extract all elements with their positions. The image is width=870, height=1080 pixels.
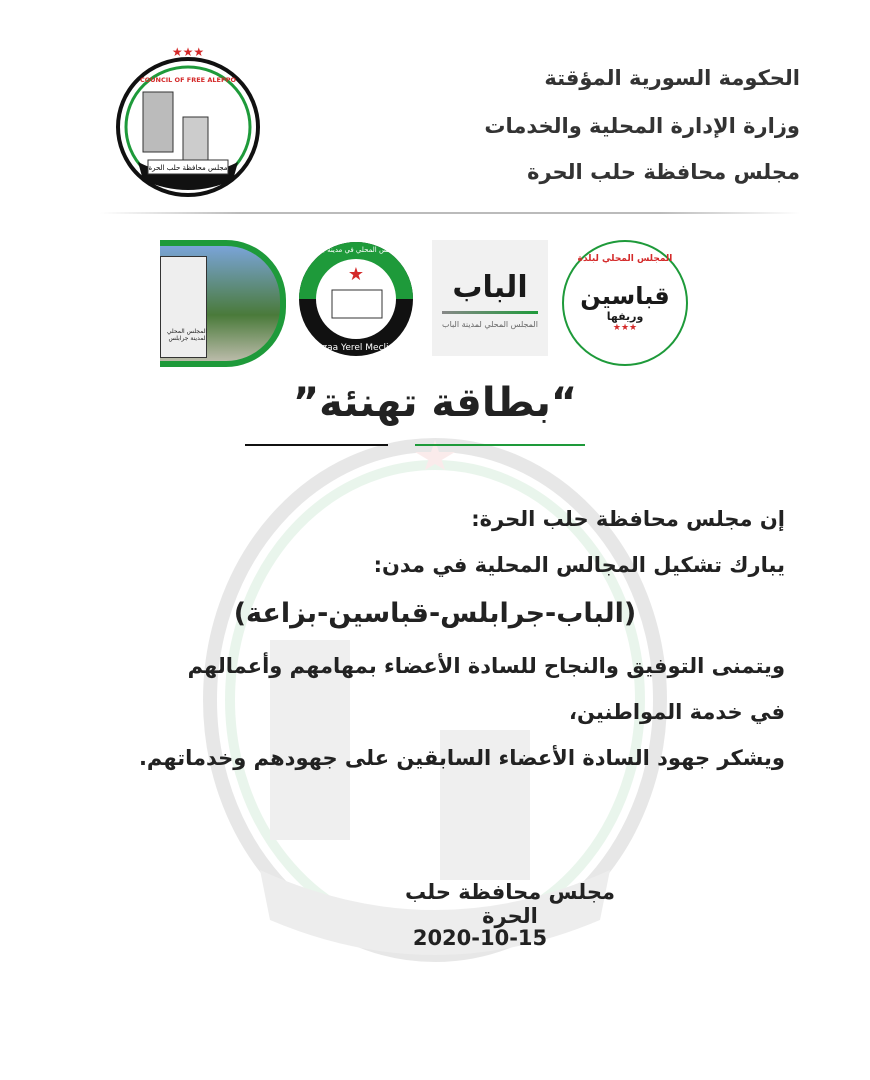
qabasin-name: قباسين: [580, 282, 670, 310]
body-blessing: يبارك تشكيل المجالس المحلية في مدن:: [373, 553, 785, 577]
signature-date: 2020-10-15: [412, 926, 548, 950]
header-divider: [100, 212, 800, 214]
title-underline-green: [415, 444, 585, 446]
bzaa-bottom-text: Bzaa Yerel Meclisi: [316, 343, 396, 353]
signature-name: مجلس محافظة حلب الحرة: [405, 880, 615, 928]
title-underline-black: [245, 444, 388, 446]
qabasin-top-text: المجلس المحلي لبلدة: [577, 254, 673, 264]
qabasin-sub: وريفها: [606, 310, 644, 323]
council-logo: [113, 42, 263, 197]
card-title: “بطاقة تهنئة”: [292, 380, 578, 426]
jarablus-logo: [160, 240, 286, 367]
jarablus-logo-text: المجلس المحلي لمدينة جرابلس: [166, 328, 208, 342]
svg-text:★: ★: [347, 264, 365, 285]
albab-logo-title: الباب: [452, 270, 528, 305]
qabasin-logo: المجلس المحلي لبلدة قباسين وريفها ★★★: [562, 240, 688, 366]
albab-logo: [432, 240, 548, 356]
body-cities: (الباب-جرابلس-قباسين-بزاعة): [233, 598, 637, 629]
header-council: مجلس محافظة حلب الحرة: [527, 160, 800, 184]
body-service: في خدمة المواطنين،: [569, 700, 785, 724]
svg-text:مجلس محافظة حلب الحرة: مجلس محافظة حلب الحرة: [148, 164, 228, 172]
svg-text:COUNCIL OF FREE ALEPPO: COUNCIL OF FREE ALEPPO: [139, 76, 237, 84]
bzaa-top-text: المجلس المحلي في مدينة بزاعة: [309, 246, 403, 254]
body-intro: إن مجلس محافظة حلب الحرة:: [471, 507, 785, 531]
svg-text:★★★: ★★★: [171, 45, 205, 59]
body-wishes: ويتمنى التوفيق والنجاح للسادة الأعضاء بمهامهم وأعمالهم: [187, 654, 785, 678]
body-thanks: ويشكر جهود السادة الأعضاء السابقين على جهودهم وخدماتهم.: [138, 746, 785, 770]
bzaa-logo: [297, 240, 415, 358]
header-government: الحكومة السورية المؤقتة: [544, 66, 800, 90]
header-ministry: وزارة الإدارة المحلية والخدمات: [484, 114, 800, 138]
albab-logo-caption: المجلس المحلي لمدينة الباب: [442, 320, 538, 329]
